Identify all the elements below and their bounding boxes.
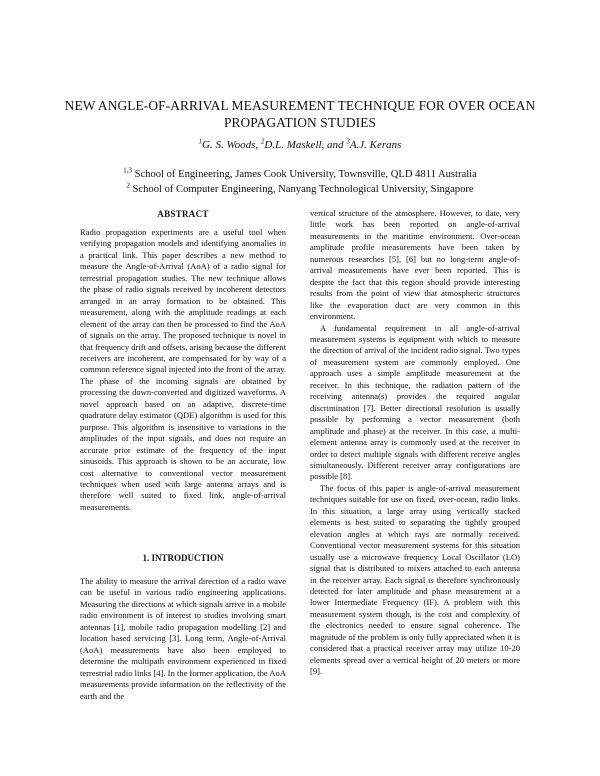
- author-1-affil-mark: 1: [198, 137, 203, 146]
- author-3-affil-mark: 3: [346, 137, 350, 146]
- paper-title: NEW ANGLE-OF-ARRIVAL MEASUREMENT TECHNIQUE FOR OVER OCEAN PROPAGATION STUDIES: [64, 98, 536, 130]
- author-3-name: A.J. Kerans: [349, 139, 402, 151]
- right-column: [310, 208, 520, 678]
- right-column-paragraph-2: A fundamental requirement in all angle-of-arrival measurement systems is equipment with which to measure the direction of arrival of the incident radio signal. Two types of measurement system are commonly employed. One approach uses a simple amplitude measurement at the receiver. In this technique, the radiation pattern of the receiving antenna(s) provides the required angular discrimination [7]. Better directional resolution is usually possible by performing a vector measurement (both amplitude and phase) at the receiver. In this case, a multi-element antenna array is commonly used at the receiver in order to detect multiple signals with different receive angles simultaneously. Different receiver array configurations are possible [8].: [310, 322, 520, 482]
- affiliation-1-mark: 1,3: [123, 166, 132, 175]
- author-list: [40, 139, 560, 151]
- introduction-heading: 1. INTRODUCTION: [142, 553, 224, 563]
- author-1-name: G. S. Woods,: [202, 139, 261, 151]
- introduction-paragraph-1: The ability to measure the arrival direction of a radio wave can be useful in various radio engineering applications. Measuring the directions at which signals arrive in a mobile radio environment is of interest to studies involving smart antennas [1], mobile radio propagation modelling [2] and location based servicing [3]. Long term, Angle-of-Arrival (AoA) measurements have also been employed to determine the multipath environment experienced in fixed terrestrial radio links [4]. In the former application, the AoA measurements provide information on the reflectivity of the earth and the: [80, 576, 286, 701]
- introduction-body: [80, 576, 286, 702]
- affiliation-1: [40, 166, 560, 180]
- author-2-affil-mark: 2: [260, 137, 265, 146]
- abstract-body: [80, 227, 286, 513]
- affiliation-2-mark: 2: [126, 181, 130, 190]
- abstract-heading: ABSTRACT: [157, 209, 209, 219]
- affiliation-2: [40, 181, 560, 195]
- affiliation-2-text: School of Computer Engineering, Nanyang Technological University, Singapore: [129, 184, 474, 195]
- right-column-paragraph-1: vertical structure of the atmosphere. However, to date, very little work has been reported on angle-of-arrival measurements in the maritime environment. Over-ocean amplitude profile measurements have been taken by numerous researches [5], [6] but no long-term angle-of-arrival measurements have ever been reported. This is despite the fact that this region should provide interesting results from the point of view that atmospheric structures like the evaporation duct are very common in this environment.: [310, 208, 520, 322]
- affiliation-1-text: School of Engineering, James Cook University, Townsville, QLD 4811 Australia: [131, 169, 477, 180]
- author-2-name: D.L. Maskell, and: [264, 139, 347, 151]
- abstract-paragraph: Radio propagation experiments are a useful tool when verifying propagation models and identifying anomalies in a practical link. This paper describes a new method to measure the Angle-of-Arrival (AoA) of a radio signal for terrestrial propagation studies. The new technique allows the phase of radio signals received by incoherent detectors arranged in an array formation to be obtained. This measurement, along with the amplitude readings at each element of the array can then be processed to find the AoA of signals on the array. The proposed technique is novel in that frequency drift and offsets, arising because the different receivers are incoherent, are compensated for by way of a common reference signal injected into the front of the array. The phase of the incoming signals are obtained by processing the down-converted and digitized waveforms. A novel approach based on an adaptive, discrete-time quadrature delay estimator (QDE) algorithm is used for this purpose. This algorithm is insensitive to variations in the amplitudes of the input signals, and does not require an accurate prior estimate of the frequency of the input sinusoids. This approach is shown to be an accurate, low cost alternative to conventional vector measurement techniques when used with large antenna arrays and is therefore well suited to fixed link, angle-of-arrival measurements.: [80, 227, 286, 512]
- right-column-paragraph-3: The focus of this paper is angle-of-arrival measurement techniques suitable for use on fixed, over-ocean, radio links. In this situation, a large array using vertically stacked elements is best suited to separating the tightly grouped elevation angles at which rays are normally received. Conventional vector measurement systems for this situation usually use a microwave frequency Local Oscillator (LO) signal that is distributed to mixers attached to each antenna in the receiver array. Each signal is therefore synchronously detected for later amplitude and phase measurement at a lower Intermediate Frequency (IF). A problem with this measurement system though, is the cost and complexity of the electronics needed to ensure signal coherence. The magnitude of the problem is only fully appreciated when it is considered that a practical receiver array may utilize 10-20 elements spread over a vertical height of 20 meters or more [9].: [310, 482, 520, 677]
